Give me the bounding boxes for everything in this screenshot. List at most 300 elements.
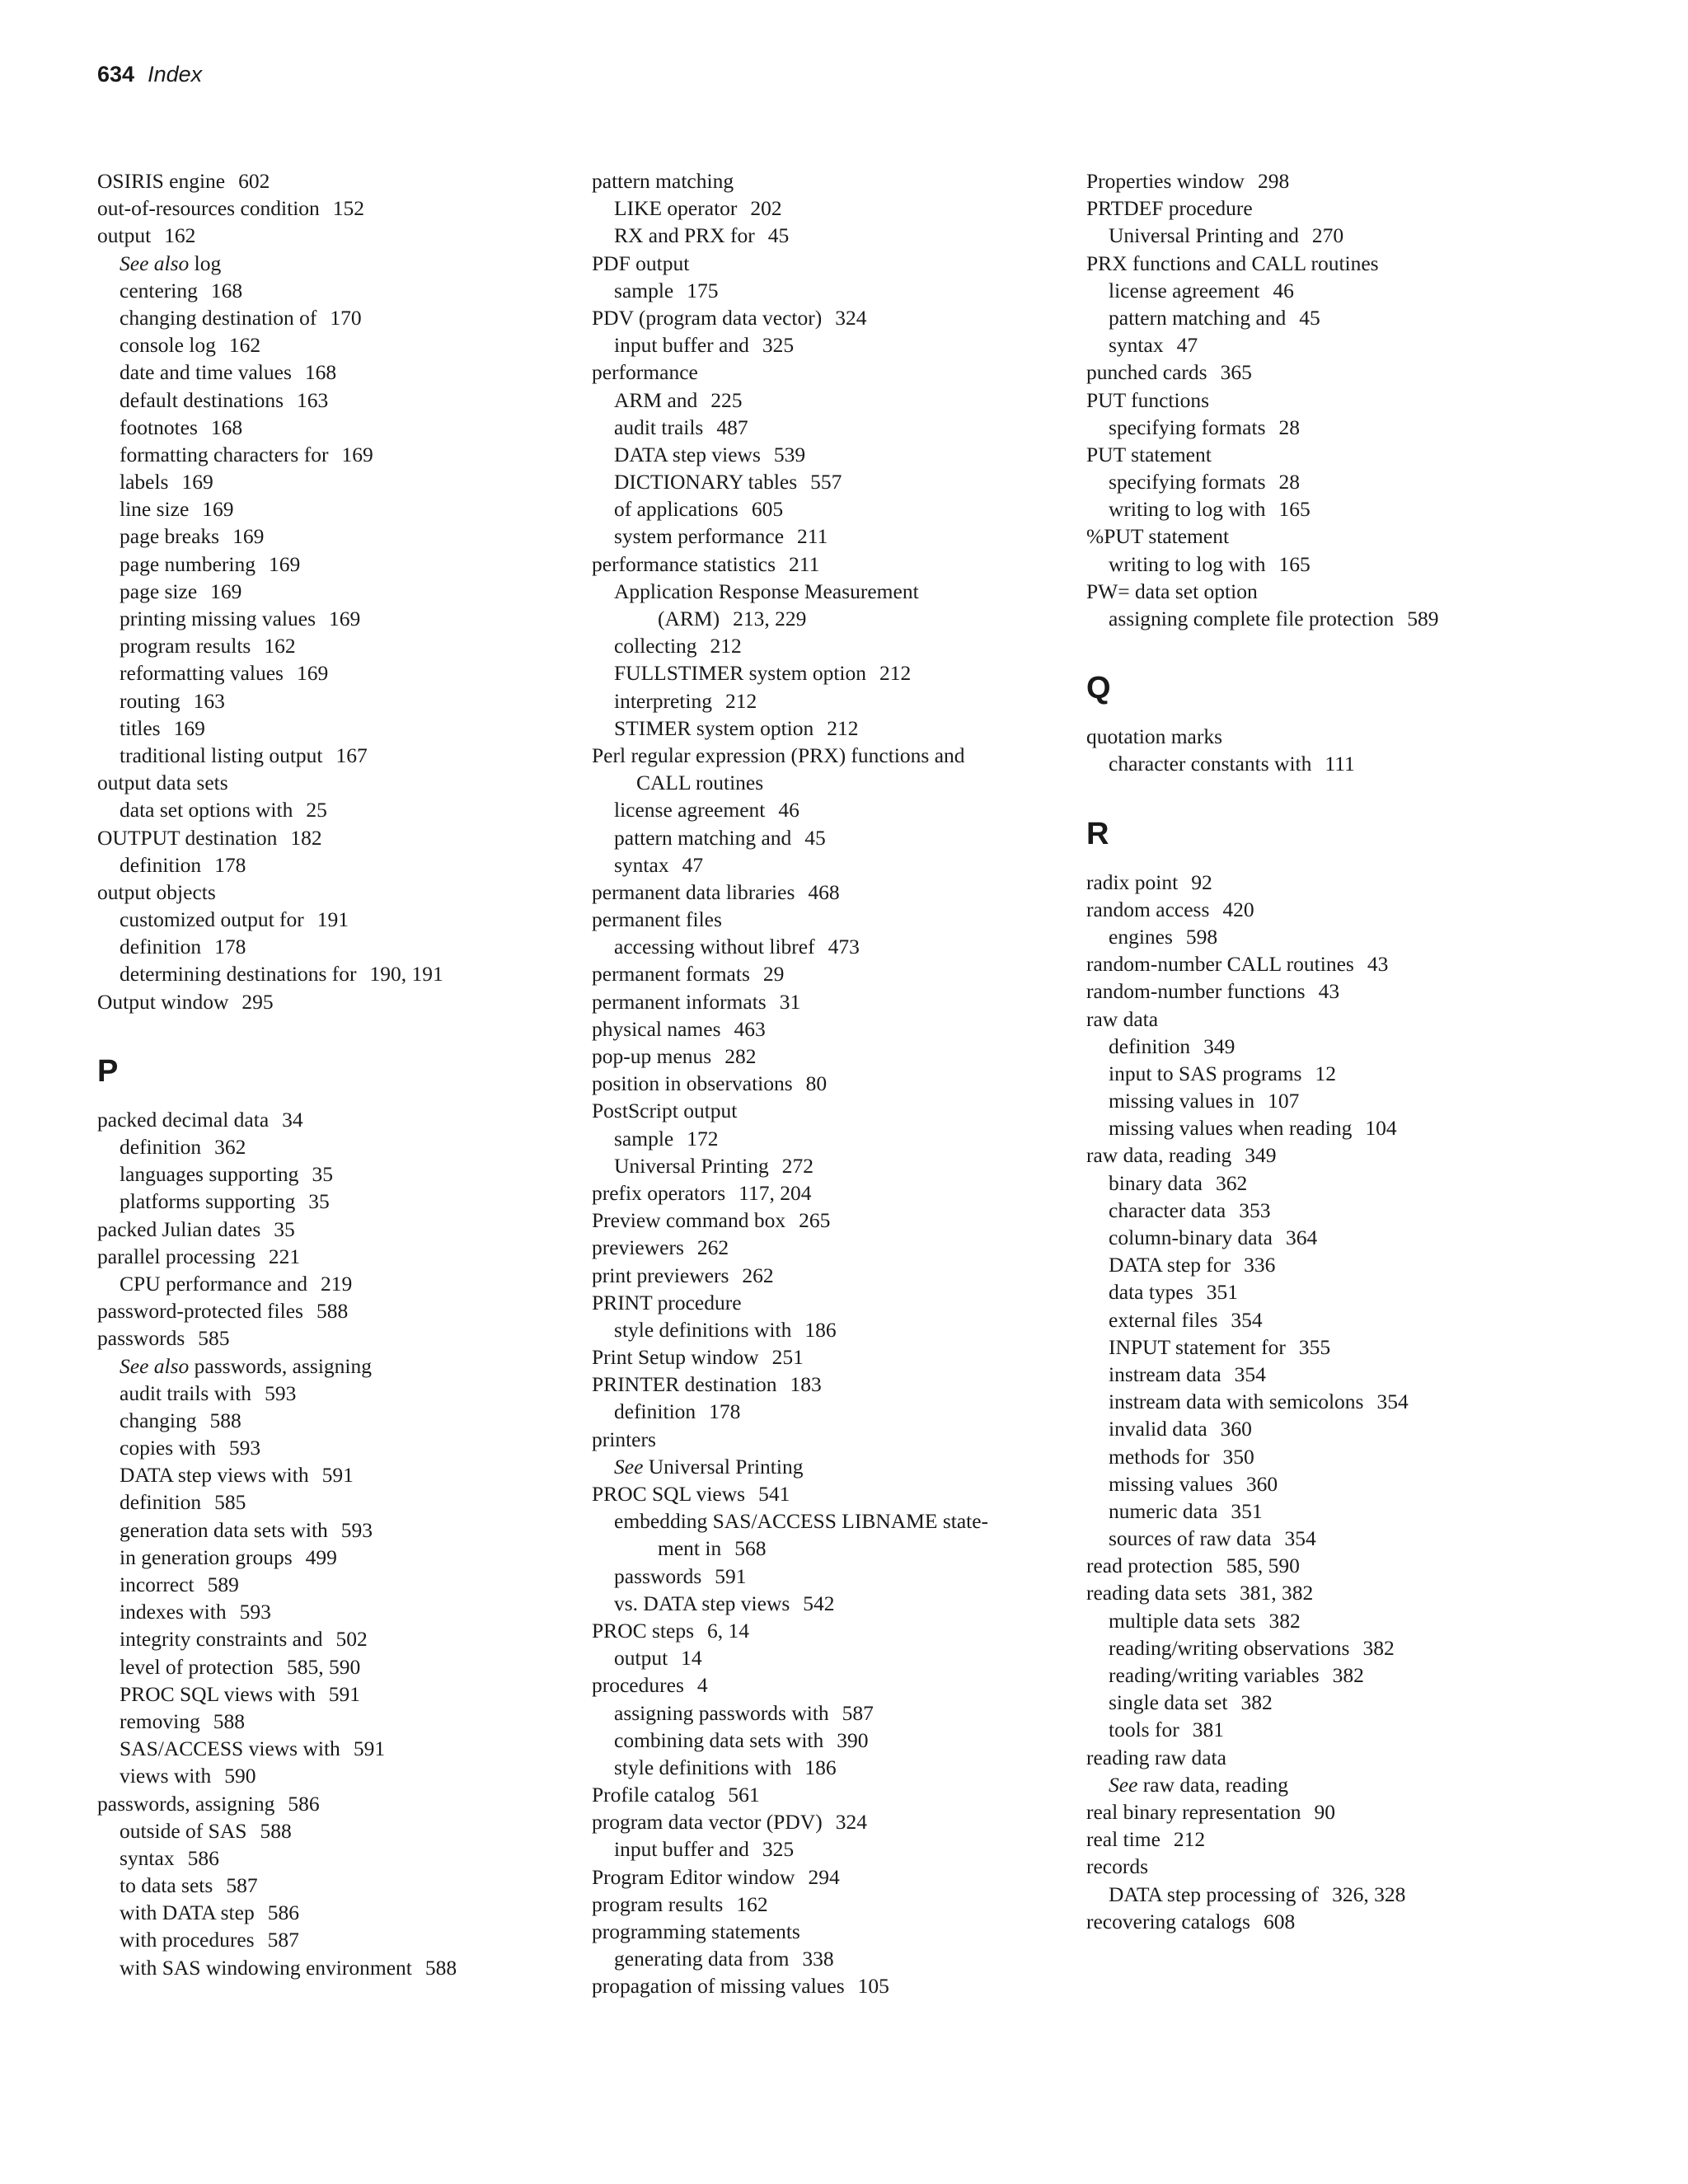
index-entry	[97, 194, 592, 222]
page-references: 336	[1244, 1253, 1276, 1277]
index-subentry	[1086, 551, 1581, 578]
index-subentry	[592, 222, 1086, 249]
page-references: 325	[762, 333, 795, 358]
page-references: 354	[1234, 1361, 1266, 1386]
index-entry	[592, 1097, 1086, 1124]
see-reference-label: See also	[120, 251, 190, 275]
index-term: collecting	[614, 634, 697, 658]
index-subentry	[592, 578, 1086, 605]
index-column-3	[1086, 167, 1581, 1935]
page-references: 463	[734, 1016, 766, 1041]
index-subentry	[97, 1434, 592, 1461]
page-references: 382	[1268, 1608, 1301, 1633]
page-references: 182	[290, 825, 322, 850]
index-subentry	[97, 523, 592, 550]
index-subentry	[592, 1152, 1086, 1179]
index-subentry	[1086, 222, 1581, 249]
page-references: 262	[696, 1235, 729, 1260]
index-term: programming statements	[592, 1919, 800, 1943]
index-entry	[592, 1972, 1086, 1999]
page-references: 585	[214, 1490, 246, 1515]
index-term: CPU performance and	[120, 1271, 308, 1296]
index-subentry	[1086, 923, 1581, 950]
index-term: input buffer and	[614, 333, 749, 358]
page-references: 186	[804, 1755, 837, 1779]
index-entry	[1086, 578, 1581, 605]
index-subentry	[97, 551, 592, 578]
index-subentry	[97, 1625, 592, 1652]
index-term: determining destinations for	[120, 962, 357, 987]
page-references: 190, 191	[369, 962, 443, 987]
page-references: 178	[709, 1399, 741, 1424]
page-references: 360	[1245, 1471, 1278, 1496]
index-subentry	[97, 632, 592, 659]
page-references: 349	[1245, 1143, 1277, 1168]
index-entry	[592, 960, 1086, 987]
index-term: DATA step for	[1109, 1253, 1231, 1277]
index-entry	[1086, 1005, 1581, 1033]
index-subentry	[592, 1644, 1086, 1671]
index-subentry	[97, 387, 592, 414]
section-letter-heading: R	[1086, 816, 1109, 851]
index-subentry	[1086, 1278, 1581, 1305]
page-references: 588	[424, 1955, 457, 1980]
page-references: 169	[173, 715, 205, 740]
index-term: print previewers	[592, 1263, 729, 1287]
index-subentry	[1086, 1771, 1581, 1798]
index-subentry	[592, 523, 1086, 550]
index-term: routing	[120, 688, 181, 713]
index-term: data set options with	[120, 798, 293, 823]
page-references: 163	[193, 688, 225, 713]
index-entry	[97, 988, 592, 1015]
index-term: output	[614, 1646, 668, 1671]
see-reference-target: Universal Printing	[648, 1454, 804, 1479]
index-term: sources of raw data	[1109, 1526, 1272, 1551]
index-term: reformatting values	[120, 661, 284, 686]
index-term: binary data	[1109, 1170, 1203, 1195]
page-references: 172	[687, 1126, 719, 1151]
page-references: 111	[1325, 752, 1355, 776]
index-subentry	[1086, 1634, 1581, 1661]
index-term: with DATA step	[120, 1900, 255, 1925]
index-subentry	[97, 1407, 592, 1434]
index-term: default destinations	[120, 387, 284, 412]
index-entry	[592, 1043, 1086, 1070]
page-references: 587	[226, 1873, 258, 1898]
page-references: 587	[842, 1700, 874, 1725]
page-references: 169	[202, 497, 234, 522]
index-term: writing to log with	[1109, 551, 1266, 576]
page-references: 473	[828, 935, 860, 959]
index-subentry	[592, 1754, 1086, 1781]
index-subentry	[97, 495, 592, 523]
index-subentry	[592, 441, 1086, 468]
page-references: 588	[209, 1408, 241, 1432]
index-term: PUT functions	[1086, 387, 1209, 412]
index-entry	[592, 1808, 1086, 1835]
index-subentry	[97, 1380, 592, 1407]
index-term: license agreement	[614, 798, 766, 823]
index-term: PROC SQL views	[592, 1482, 746, 1506]
index-subentry	[1086, 1689, 1581, 1716]
index-entry	[592, 1781, 1086, 1808]
page-references: 499	[305, 1544, 337, 1569]
page-references: 107	[1268, 1089, 1300, 1113]
index-term: assigning complete file protection	[1109, 607, 1395, 630]
index-subentry	[592, 1699, 1086, 1727]
index-subentry	[97, 1544, 592, 1571]
page-references: 588	[213, 1708, 245, 1733]
index-term: printers	[592, 1427, 656, 1451]
index-term: PUT statement	[1086, 442, 1212, 466]
index-term: INPUT statement for	[1109, 1334, 1286, 1359]
index-term: Perl regular expression (PRX) functions and	[592, 743, 965, 767]
index-term: procedures	[592, 1673, 684, 1698]
index-term: propagation of missing values	[592, 1974, 845, 1999]
index-subentry	[1086, 414, 1581, 441]
index-subentry	[97, 1270, 592, 1297]
index-entry	[592, 742, 1086, 769]
page-references: 593	[228, 1436, 261, 1460]
page-references: 585, 590	[1226, 1554, 1300, 1578]
index-term: methods for	[1109, 1444, 1210, 1469]
page-references: 35	[312, 1162, 333, 1187]
index-subentry	[592, 277, 1086, 304]
page-references: 28	[1278, 470, 1300, 494]
page-references: 183	[790, 1372, 822, 1397]
index-term: permanent informats	[592, 989, 767, 1014]
index-subentry	[592, 659, 1086, 687]
index-term: program results	[120, 634, 251, 658]
index-term: PRINTER destination	[592, 1372, 777, 1397]
index-entry	[592, 1918, 1086, 1945]
page-references: 162	[736, 1891, 768, 1916]
index-term: Properties window	[1086, 169, 1245, 193]
index-subentry	[1086, 1060, 1581, 1087]
index-term: Output window	[97, 989, 229, 1014]
index-term: PROC SQL views with	[120, 1681, 316, 1706]
page-references: 590	[224, 1764, 256, 1788]
index-term: instream data with semicolons	[1109, 1390, 1364, 1414]
page-references: 605	[751, 497, 784, 522]
index-entry	[1086, 441, 1581, 468]
index-term: character data	[1109, 1197, 1226, 1222]
page-references: 541	[758, 1482, 790, 1506]
index-subentry	[1086, 1114, 1581, 1141]
index-term: single data set	[1109, 1690, 1228, 1715]
see-reference-label: See also	[120, 1353, 190, 1378]
index-subentry	[97, 1598, 592, 1625]
index-term: with SAS windowing environment	[120, 1955, 412, 1980]
index-entry	[592, 1891, 1086, 1918]
page-references: 502	[335, 1627, 368, 1652]
page-references: 591	[715, 1563, 747, 1588]
page-references: 588	[316, 1299, 349, 1324]
index-entry	[592, 1863, 1086, 1891]
index-subentry	[592, 194, 1086, 222]
page-references: 211	[797, 524, 828, 549]
page-references: 152	[332, 196, 365, 221]
index-term: OUTPUT destination	[97, 825, 278, 850]
index-entry	[97, 1297, 592, 1324]
index-term: level of protection	[120, 1654, 274, 1679]
page-references: 212	[827, 715, 859, 740]
page-references: 568	[734, 1536, 767, 1561]
page-references: 104	[1365, 1116, 1397, 1141]
index-entry	[1086, 1908, 1581, 1935]
page-references: 585, 590	[286, 1654, 361, 1679]
index-term: reading data sets	[1086, 1581, 1226, 1605]
index-entry	[592, 1480, 1086, 1507]
index-entry	[592, 1207, 1086, 1234]
index-subentry	[97, 1188, 592, 1215]
index-subentry	[97, 1899, 592, 1926]
index-subentry	[97, 1461, 592, 1488]
index-subentry	[592, 605, 1086, 632]
index-term: reading raw data	[1086, 1745, 1226, 1769]
page-references: 587	[267, 1928, 299, 1952]
index-subentry	[1086, 1607, 1581, 1634]
index-subentry	[97, 1872, 592, 1899]
page-references: 168	[210, 415, 243, 439]
index-subentry	[97, 742, 592, 769]
index-entry	[97, 1790, 592, 1817]
index-subentry	[97, 331, 592, 359]
page-references: 354	[1376, 1390, 1409, 1414]
index-subentry	[592, 1945, 1086, 1972]
index-term: position in observations	[592, 1071, 793, 1096]
page-references: 586	[187, 1845, 219, 1870]
index-entry	[592, 1234, 1086, 1261]
page-references: 353	[1239, 1197, 1271, 1222]
index-entry	[1086, 359, 1581, 386]
index-term: definition	[614, 1399, 696, 1424]
index-term: footnotes	[120, 415, 198, 439]
index-entry	[97, 222, 592, 249]
index-term: input buffer and	[614, 1837, 749, 1862]
index-entry	[592, 1371, 1086, 1398]
index-entry	[592, 551, 1086, 578]
page-references: 593	[239, 1600, 271, 1624]
page-references: 212	[1173, 1827, 1206, 1852]
index-term: raw data, reading	[1086, 1143, 1232, 1168]
index-term: views with	[120, 1764, 212, 1788]
index-subentry	[592, 933, 1086, 960]
index-term: output objects	[97, 879, 216, 904]
index-subentry	[592, 331, 1086, 359]
index-term: random-number CALL routines	[1086, 952, 1354, 977]
index-term: out-of-resources condition	[97, 196, 320, 221]
page-references: 46	[1273, 278, 1294, 302]
index-subentry	[1086, 1169, 1581, 1197]
index-entry	[592, 879, 1086, 906]
page-references: 169	[232, 524, 265, 549]
index-term: customized output for	[120, 907, 304, 932]
index-subentry	[592, 824, 1086, 851]
page-references: 326, 328	[1332, 1882, 1406, 1906]
index-entry	[1086, 723, 1581, 750]
index-term: console log	[120, 333, 216, 358]
index-subentry	[97, 851, 592, 879]
index-entry	[592, 1179, 1086, 1207]
page-references: 561	[728, 1783, 760, 1807]
index-term: Program Editor window	[592, 1864, 795, 1889]
index-term: physical names	[592, 1016, 721, 1041]
index-term: labels	[120, 470, 169, 494]
index-subentry	[592, 1453, 1086, 1480]
index-term: invalid data	[1109, 1417, 1207, 1441]
index-term: reading/writing variables	[1109, 1663, 1320, 1687]
index-term: to data sets	[120, 1873, 213, 1898]
index-entry	[1086, 194, 1581, 222]
index-term: program results	[592, 1891, 724, 1916]
page-references: 212	[724, 688, 757, 713]
index-term: SAS/ACCESS views with	[120, 1736, 340, 1761]
index-entry	[1086, 1825, 1581, 1853]
index-entry	[97, 1106, 592, 1133]
page-references: 365	[1220, 360, 1252, 385]
index-subentry	[97, 960, 592, 987]
index-subentry	[592, 851, 1086, 879]
page-references: 360	[1220, 1417, 1252, 1441]
index-subentry	[97, 1762, 592, 1789]
index-term: sample	[614, 1126, 674, 1151]
index-term: radix point	[1086, 869, 1179, 894]
index-term: read protection	[1086, 1554, 1213, 1578]
page-references: 202	[750, 196, 782, 221]
page-references: 162	[164, 223, 196, 248]
index-term: generation data sets with	[120, 1517, 328, 1542]
index-term: combining data sets with	[614, 1727, 824, 1752]
index-term: ment in	[658, 1536, 722, 1561]
index-term: password-protected files	[97, 1299, 303, 1324]
page-references: 593	[265, 1380, 297, 1405]
see-reference-label: See	[1109, 1772, 1138, 1797]
index-term: definition	[120, 852, 202, 877]
index-subentry	[592, 687, 1086, 715]
index-term: incorrect	[120, 1572, 195, 1596]
index-entry	[592, 906, 1086, 933]
index-term: column-binary data	[1109, 1226, 1273, 1249]
running-title: Index	[148, 62, 203, 87]
index-subentry	[97, 687, 592, 715]
index-entry	[592, 359, 1086, 386]
index-term: changing	[120, 1408, 197, 1432]
index-entry	[592, 250, 1086, 277]
page-references: 186	[804, 1317, 837, 1342]
index-term: PRTDEF procedure	[1086, 196, 1253, 221]
page-references: 420	[1222, 897, 1254, 921]
index-term: multiple data sets	[1109, 1608, 1256, 1633]
index-subentry	[97, 605, 592, 632]
index-term: audit trails with	[120, 1380, 252, 1405]
index-term: in generation groups	[120, 1544, 293, 1569]
index-term: real time	[1086, 1827, 1160, 1852]
index-subentry	[1086, 750, 1581, 777]
index-subentry	[97, 1133, 592, 1160]
index-subentry	[97, 1735, 592, 1762]
index-term: parallel processing	[97, 1244, 256, 1268]
page-references: 381, 382	[1239, 1581, 1314, 1605]
index-term: assigning passwords with	[614, 1700, 829, 1725]
index-term: DICTIONARY tables	[614, 470, 798, 494]
index-term: interpreting	[614, 688, 712, 713]
index-subentry	[97, 1160, 592, 1188]
index-entry	[1086, 977, 1581, 1005]
index-term: missing values in	[1109, 1089, 1255, 1113]
index-term: specifying formats	[1109, 470, 1266, 494]
index-entry	[1086, 950, 1581, 977]
index-term: PRINT procedure	[592, 1290, 742, 1315]
index-subentry	[1086, 468, 1581, 495]
index-term: printing missing values	[120, 607, 316, 630]
index-entry	[1086, 523, 1581, 550]
page-references: 28	[1278, 415, 1300, 439]
index-subentry	[592, 468, 1086, 495]
page-references: 165	[1278, 551, 1311, 576]
see-reference-target: raw data, reading	[1142, 1772, 1289, 1797]
index-subentry	[97, 933, 592, 960]
index-entry	[97, 167, 592, 194]
index-subentry	[592, 1835, 1086, 1863]
index-subentry	[97, 1516, 592, 1544]
page-references: 270	[1311, 223, 1344, 248]
index-subentry	[97, 1954, 592, 1981]
index-term: definition	[120, 935, 202, 959]
index-term: PRX functions and CALL routines	[1086, 251, 1379, 275]
index-entry	[1086, 167, 1581, 194]
index-entry	[1086, 1853, 1581, 1880]
index-term: packed decimal data	[97, 1107, 270, 1132]
index-subentry	[592, 387, 1086, 414]
index-term: system performance	[614, 524, 785, 549]
index-subentry	[97, 578, 592, 605]
index-term: definition	[120, 1490, 202, 1515]
index-term: with procedures	[120, 1928, 255, 1952]
page-references: 12	[1315, 1061, 1336, 1085]
index-term: pattern matching and	[614, 825, 792, 850]
index-subentry	[97, 1653, 592, 1680]
index-term: titles	[120, 715, 161, 740]
index-entry	[1086, 869, 1581, 896]
page-references: 105	[857, 1974, 889, 1999]
index-term: previewers	[592, 1235, 684, 1260]
page-references: 6, 14	[707, 1618, 749, 1643]
index-subentry	[1086, 1033, 1581, 1060]
index-term: page breaks	[120, 524, 220, 549]
index-entry	[592, 988, 1086, 1015]
index-term: (ARM)	[658, 607, 720, 630]
index-term: page size	[120, 579, 198, 603]
page-references: 589	[207, 1572, 239, 1596]
index-term: pattern matching	[592, 169, 734, 193]
index-term: writing to log with	[1109, 497, 1266, 522]
page-references: 165	[1278, 497, 1311, 522]
index-subentry	[97, 250, 592, 277]
index-subentry	[97, 441, 592, 468]
index-subentry	[97, 1708, 592, 1735]
page-references: 167	[335, 743, 368, 767]
index-term: packed Julian dates	[97, 1216, 261, 1241]
page-references: 282	[724, 1044, 757, 1068]
index-term: license agreement	[1109, 278, 1260, 302]
index-term: permanent formats	[592, 962, 750, 987]
index-term: input to SAS programs	[1109, 1061, 1302, 1085]
page-references: 593	[340, 1517, 373, 1542]
page-references: 354	[1284, 1526, 1316, 1551]
index-subentry	[592, 769, 1086, 796]
